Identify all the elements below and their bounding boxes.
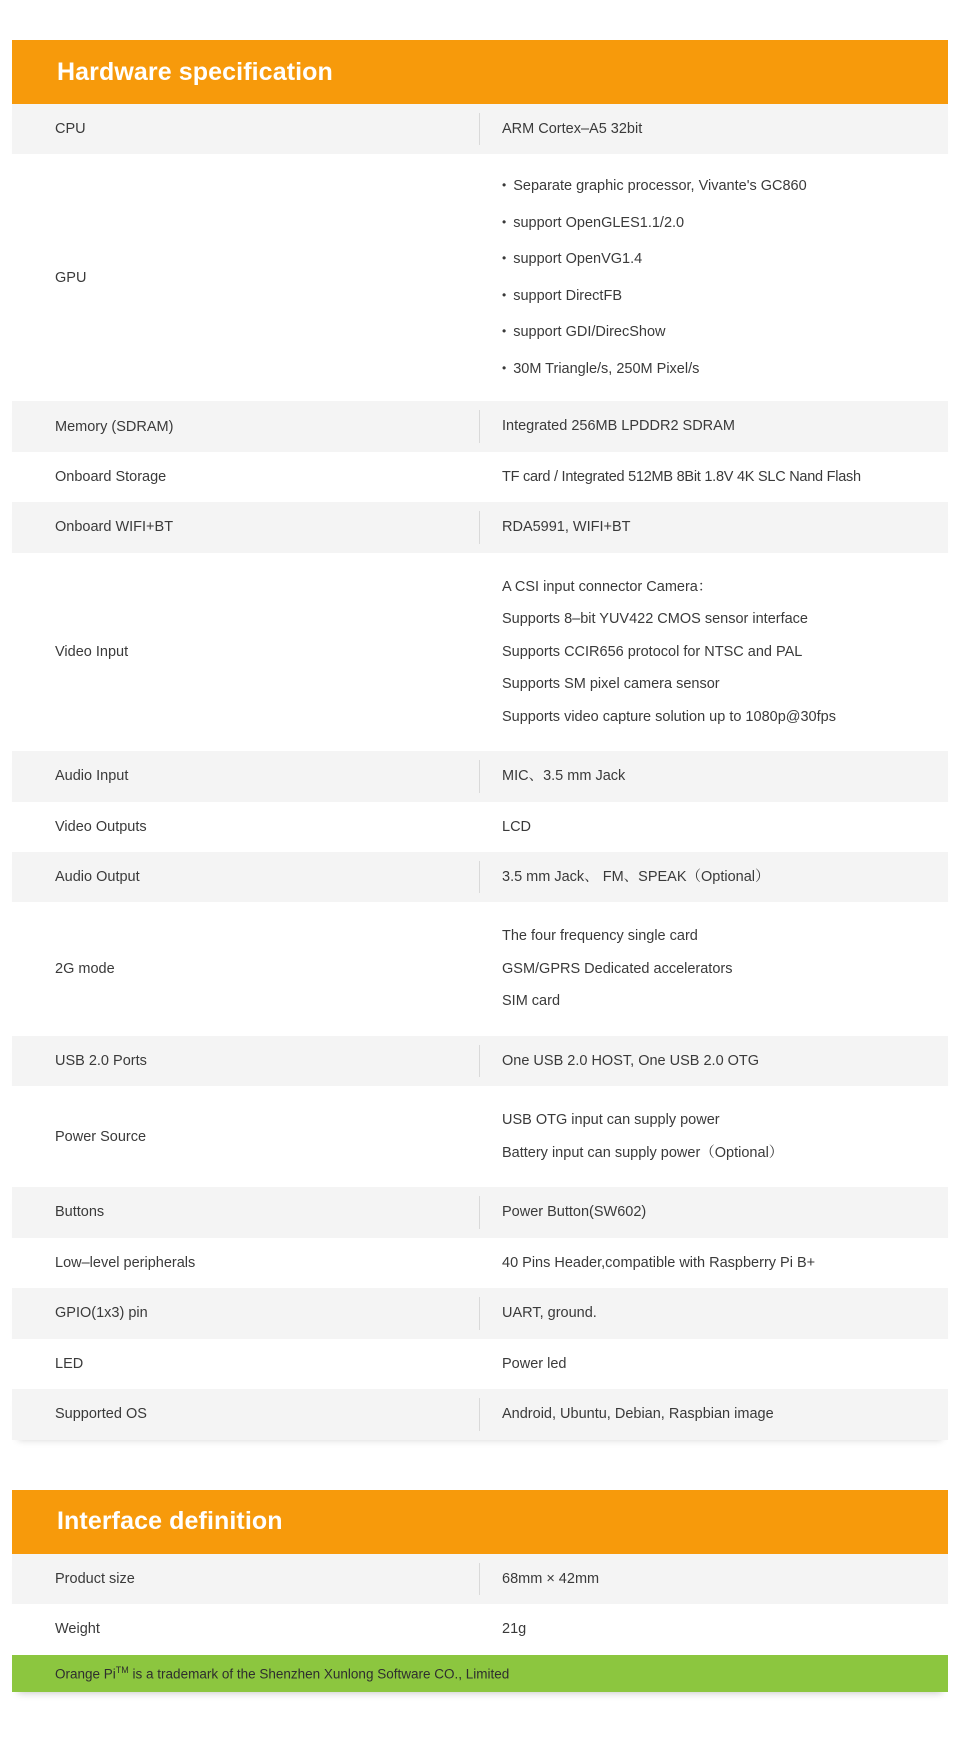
table-row <box>12 852 948 902</box>
spec-value <box>480 1036 948 1086</box>
spec-value <box>480 1238 948 1288</box>
trademark-prefix: Orange Pi <box>55 1666 116 1682</box>
spec-value <box>480 1554 948 1604</box>
spec-value <box>480 553 948 751</box>
table-row <box>12 902 948 1035</box>
trademark-suffix: is a trademark of the Shenzhen Xunlong Software CO., Limited <box>128 1666 510 1682</box>
table-row <box>12 553 948 751</box>
spec-label: Product size <box>12 1554 480 1604</box>
table-row <box>12 154 948 401</box>
spec-value <box>480 802 948 852</box>
spec-value-line: • support OpenVG1.4 <box>502 241 934 277</box>
spec-value <box>480 1288 948 1338</box>
spec-value-line: Battery input can supply power（Optional） <box>502 1144 784 1161</box>
spec-label: Onboard Storage <box>55 468 167 485</box>
section-title: Interface definition <box>57 1507 283 1536</box>
spec-value-line: UART, ground. <box>502 1305 597 1322</box>
spec-value-line: One USB 2.0 HOST, One USB 2.0 OTG <box>502 1052 760 1069</box>
table-row <box>12 1036 948 1086</box>
table-row <box>12 802 948 852</box>
spec-label: GPU <box>55 269 87 286</box>
spec-value <box>480 902 948 1035</box>
table-row <box>12 751 948 801</box>
table-row <box>12 1554 948 1604</box>
spec-value-line: GSM/GPRS Dedicated accelerators <box>502 960 733 977</box>
spec-label: CPU <box>12 104 480 154</box>
spec-value <box>480 154 948 401</box>
table-row <box>12 1604 948 1654</box>
table-row <box>12 104 948 154</box>
spec-table <box>12 1554 948 1655</box>
spec-value-line: Supports 8–bit YUV422 CMOS sensor interface <box>502 611 809 628</box>
spec-value-line: Supports SM pixel camera sensor <box>502 676 720 693</box>
spec-value-line: USB OTG input can supply power <box>502 1112 720 1129</box>
spec-label: Buttons <box>12 1187 480 1237</box>
spec-value <box>480 1389 948 1439</box>
table-row <box>12 1288 948 1338</box>
spec-value-line: MIC、3.5 mm Jack <box>502 768 626 785</box>
table-row <box>12 1339 948 1389</box>
spec-table <box>12 104 948 1440</box>
spec-label: Video Input <box>55 643 129 660</box>
spec-value-line: • Separate graphic processor, Vivante's GC860 <box>502 168 934 204</box>
table-row <box>12 401 948 451</box>
spec-label: 2G mode <box>55 961 115 978</box>
spec-value-line: • support GDI/DirecShow <box>502 314 934 350</box>
spec-value-line: TF card / Integrated 512MB 8Bit 1.8V 4K SLC Nand Flash <box>502 468 861 485</box>
spec-label: Video Outputs <box>55 818 147 835</box>
table-row <box>12 1389 948 1439</box>
spec-value <box>480 401 948 451</box>
section-title: Hardware specification <box>57 57 333 86</box>
table-row <box>12 1238 948 1288</box>
spec-label: LED <box>55 1355 84 1372</box>
spec-value <box>480 1339 948 1389</box>
spec-label: Audio Output <box>12 852 480 902</box>
spec-value-line: • support DirectFB <box>502 278 934 314</box>
table-row <box>12 1086 948 1187</box>
spec-value-line: 21g <box>502 1621 527 1638</box>
spec-value-line: 40 Pins Header,compatible with Raspberry Pi B+ <box>502 1254 816 1271</box>
spec-value-line: Integrated 256MB LPDDR2 SDRAM <box>502 418 735 435</box>
spec-value-line: Supports video capture solution up to 1080p@30fps <box>502 708 836 725</box>
spec-value <box>480 1086 948 1187</box>
spec-value-line: Power led <box>502 1355 567 1372</box>
spec-value-line: 68mm × 42mm <box>502 1570 600 1587</box>
section-1 <box>12 1490 948 1655</box>
spec-label: Low–level peripherals <box>55 1254 196 1271</box>
spec-label: Onboard WIFI+BT <box>12 502 480 552</box>
spec-label: USB 2.0 Ports <box>12 1036 480 1086</box>
section-header <box>12 1490 948 1554</box>
spec-value <box>480 852 948 902</box>
spec-value <box>480 1604 948 1654</box>
trademark-footer-bar <box>12 1655 948 1692</box>
spec-value <box>480 1187 948 1237</box>
bottom-spacer <box>0 1692 960 1740</box>
spec-value-line: A CSI input connector Camera： <box>502 578 713 595</box>
section-header <box>12 40 948 104</box>
spec-value-line: Supports CCIR656 protocol for NTSC and PAL <box>502 643 803 660</box>
spec-value-line: ARM Cortex–A5 32bit <box>502 121 643 137</box>
spec-label: Power Source <box>55 1128 147 1145</box>
spec-label: Supported OS <box>12 1389 480 1439</box>
section-gap <box>0 1440 960 1490</box>
spec-value-line: Android, Ubuntu, Debian, Raspbian image <box>502 1406 774 1423</box>
table-row <box>12 452 948 502</box>
spec-label: GPIO(1x3) pin <box>12 1288 480 1338</box>
table-row <box>12 502 948 552</box>
table-row <box>12 1187 948 1237</box>
spec-value <box>480 104 948 154</box>
spec-label: Audio Input <box>12 751 480 801</box>
section-0 <box>12 0 948 1440</box>
trademark-footer-text <box>55 1665 509 1682</box>
spec-value-line: LCD <box>502 818 532 835</box>
spec-value-line: • support OpenGLES1.1/2.0 <box>502 205 934 241</box>
spec-value-line: 3.5 mm Jack、 FM、SPEAK（Optional） <box>502 868 770 885</box>
spec-label: Weight <box>55 1621 100 1638</box>
spec-label: Memory (SDRAM) <box>12 401 480 451</box>
spec-value-line: • 30M Triangle/s, 250M Pixel/s <box>502 351 934 387</box>
spec-value-line: RDA5991, WIFI+BT <box>502 519 631 536</box>
trademark-symbol: TM <box>115 1664 129 1675</box>
spec-value-line: The four frequency single card <box>502 928 698 945</box>
spec-value <box>480 502 948 552</box>
spec-value-line: Power Button(SW602) <box>502 1204 647 1221</box>
spec-value <box>480 452 948 502</box>
spec-value-line: SIM card <box>502 993 561 1010</box>
spec-value <box>480 751 948 801</box>
